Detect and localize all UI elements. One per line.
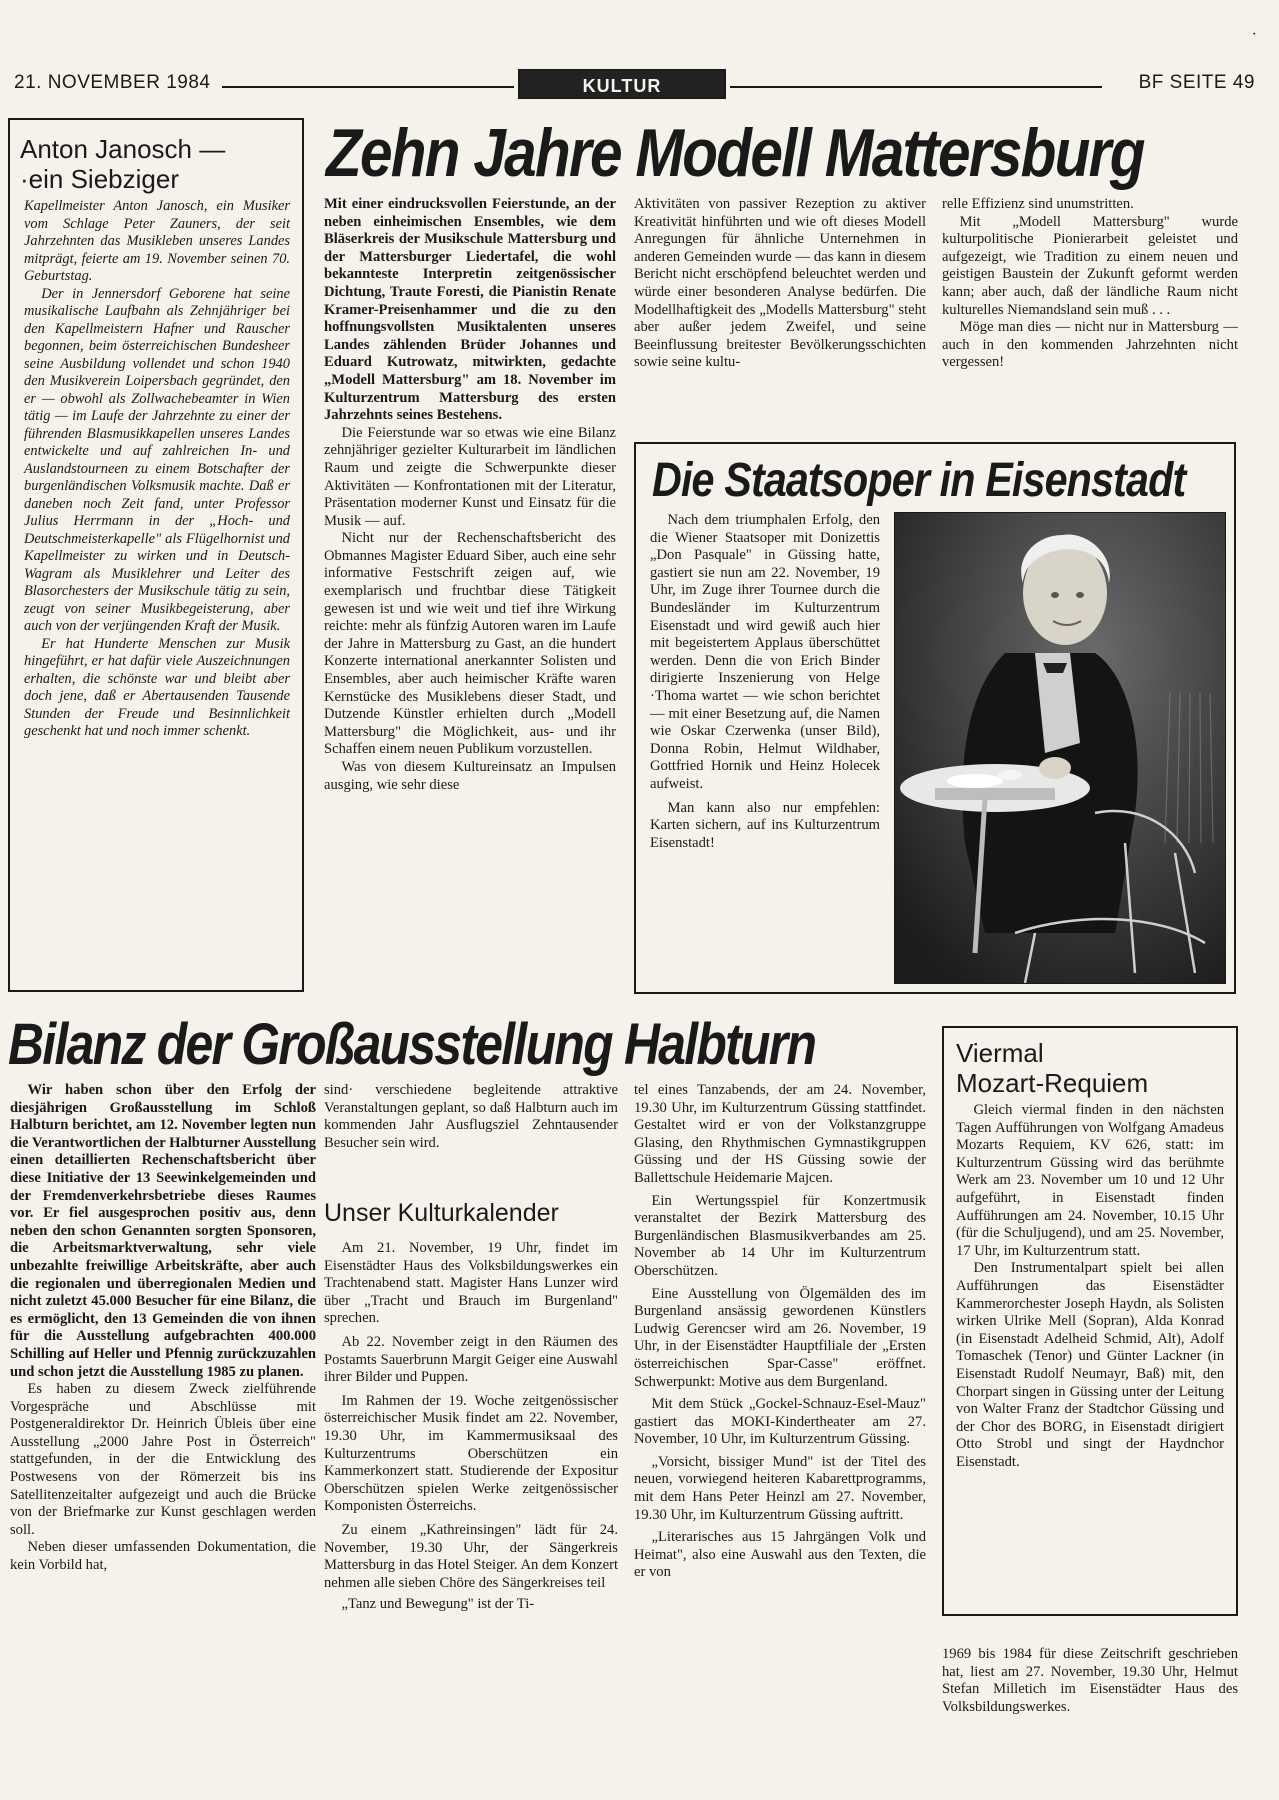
kalender-item: Ein Wertungsspiel für Konzertmusik veranstaltet der Bezirk Mattersburg des Burgenländischen Blasmusikverbandes am 25. November ab 14 Uhr im Kulturzentrum Oberschützen. xyxy=(634,1192,926,1279)
staatsoper-para: Nach dem triumphalen Erfolg, den die Wiener Staatsoper mit Donizettis „Don Pasquale" in Güssing hatte, gastiert sie nun am 22. November, 19 Uhr, im Zuge ihrer Tournee durch die Bundesländer im Kulturzentrum Eisenstadt und wird gewiß auch hier mit begeistertem Applaus überschüttet werden. Denn die von Erich Binder dirigierte Inszenierung von Helge ·Thoma wartet — wie schon berichtet — mit einer Besetzung auf, die Namen wie Oskar Czerwenka (unser Bild), Donna Robin, Helmut Wildhaber, Gottfried Hornik und Heinz Holecek aufweist. xyxy=(650,512,880,792)
mozart-title-line1: Viermal xyxy=(956,1038,1044,1068)
kalender-col3 xyxy=(942,1646,1238,1716)
staatsoper-box xyxy=(634,442,1236,994)
kalender-item: Am 21. November, 19 Uhr, findet im Eisenstädter Haus des Volksbildungswerkes ein Trachtenabend statt. Magister Hans Lunzer wird über „Tracht und Brauch im Burgenland" sprechen. xyxy=(324,1240,618,1327)
janosch-para: Er hat Hunderte Menschen zur Musik hingeführt, er hat dafür viele Auszeichnungen erhalten, die schönste war und bleibt aber doch jene, daß er Abertausenden Tausende Stunden der Freude und Besinnlichkeit geschenkt hat und noch immer schenkt. xyxy=(24,635,290,739)
mozart-para: Den Instrumentalpart spielt bei allen Aufführungen das Eisenstädter Kammerorchester Joseph Haydn, als Solisten wirken Ulrike Mell (Sopran), Alda Konrad (in Eisenstadt Adelheid Schmid, Alt), Adolf Tomaschek (Tenor) und Günter Lackner (in Eisenstadt Rudolf Neumayr, Baß) mit, den Chorpart singen in Güssing unter der Leitung von Walter Franz der Stadtchor Güssing und der Chor des BORG, in Eisenstadt dirigiert Otto Strobl und singt der Haydnchor Eisenstadt. xyxy=(956,1260,1224,1470)
kalender-col2 xyxy=(634,1082,926,1582)
halbturn-para: Es haben zu diesem Zweck zielführende Vorgespräche und Abschlüsse mit Postgeneraldirektor Dr. Heinrich Übleis über eine Ausstellung „2000 Jahre Post in Österreich" stattgefunden, in der die Entwicklung des Postwesens von der Römerzeit bis ins Satellitenzeitalter aufgezeigt und auch die Brücke von der Briefmarke zur Kunst geschlagen werden soll. xyxy=(10,1381,316,1538)
kalender-item: Ab 22. November zeigt in den Räumen des Postamts Sauerbrunn Margit Geiger eine Auswahl ihrer Bilder und Puppen. xyxy=(324,1333,618,1386)
halbturn-col1 xyxy=(10,1082,316,1575)
kalender-item: „Tanz und Bewegung" ist der Ti- xyxy=(341,1596,535,1613)
kalender-item: Zu einem „Kathreinsingen" lädt für 24. November, 19.30 Uhr, der Sängerkreis Mattersburg in das Hotel Steiger. An dem Konzert nehmen alle sieben Chöre des Sängerkreises teil xyxy=(324,1521,618,1591)
staatsoper-headline: Die Staatsoper in Eisenstadt xyxy=(652,454,1186,507)
kalender-col1 xyxy=(324,1240,618,1614)
photo-oskar-czerwenka xyxy=(894,512,1226,984)
janosch-title xyxy=(20,134,296,194)
mattersburg-para: Die Feierstunde war so etwas wie eine Bilanz zehnjähriger gezielter Kulturarbeit im ländlichen Raum und zeigte die Schwerpunkte dieser Aktivitäten — Konfrontationen mit der Literatur, Präsentation moderner Kunst und Einsatz für die Musik — auf. xyxy=(324,424,616,529)
photo-illustration xyxy=(895,513,1225,983)
mattersburg-para: Was von diesem Kultureinsatz an Impulsen ausging, wie sehr diese xyxy=(324,759,616,793)
mattersburg-col3-para: Möge man dies — nicht nur in Mattersburg — auch in den kommenden Jahrzehnten nicht vergessen! xyxy=(942,319,1238,371)
mozart-text xyxy=(956,1102,1224,1471)
mattersburg-col2-text: Aktivitäten von passiver Rezeption zu aktiver Kreativität hinführten und wie oft dieses Modell Anregungen für ähnliche Unternehmen in anderen Gemeinden wurde — das kann in diesem Bericht nicht erschöpfend beleuchtet werden und würde einer besonderen Analyse bedürfen. Die Modellhaftigkeit des „Modells Mattersburg" steht aber außer jedem Zweifel, und seine Beeinflussung breitester Bevölkerungsschichten sowie seine kultu- xyxy=(634,196,926,371)
masthead-rule-right xyxy=(730,86,1102,88)
janosch-title-line1: Anton Janosch — xyxy=(20,134,226,164)
halbturn-col2 xyxy=(324,1082,618,1152)
kalender-item: Mit dem Stück „Gockel-Schnauz-Esel-Mauz" gastiert das MOKI-Kindertheater am 27. November, 10 Uhr, im Kulturzentrum Güssing. xyxy=(634,1396,926,1448)
masthead-section: KULTUR xyxy=(518,69,726,99)
mozart-para: Gleich viermal finden in den nächsten Tagen Aufführungen von Wolfgang Amadeus Mozarts Requiem, KV 626, statt: im Kulturzentrum Güssing wird das berühmte Werk am 23. November um 10 und 12 Uhr aufgeführt, in Eisenstadt finden Aufführungen am 24. November, 10.15 Uhr (für die Schuljugend), und am 25. November, 17 Uhr, im Kulturzentrum statt. xyxy=(956,1102,1224,1259)
mozart-box xyxy=(942,1026,1238,1616)
kalender-col3-text: 1969 bis 1984 für diese Zeitschrift geschrieben hat, liest am 27. November, 19.30 Uhr, Helmut Stefan Milletich im Eisenstädter Haus des Volksbildungswerkes. xyxy=(942,1646,1238,1715)
halbturn-col2-text: sind· verschiedene begleitende attraktive Veranstaltungen geplant, so daß Halbturn auch im kommenden Jahr Ausflugsziel Zehntausender Besucher sein wird. xyxy=(324,1082,618,1151)
masthead-date: 21. NOVEMBER 1984 xyxy=(14,72,211,93)
corner-mark: · xyxy=(1251,26,1257,43)
mozart-title-line2: Mozart-Requiem xyxy=(956,1068,1149,1098)
halbturn-para: Neben dieser umfassenden Dokumentation, die kein Vorbild hat, xyxy=(10,1539,316,1574)
janosch-title-line2: ·ein Siebziger xyxy=(20,164,179,194)
janosch-text xyxy=(24,198,290,741)
janosch-box xyxy=(8,118,304,992)
kalender-title: Unser Kulturkalender xyxy=(324,1199,559,1227)
kalender-item: tel eines Tanzabends, der am 24. November, 19.30 Uhr, im Kulturzentrum Güssing stattfindet. Gestaltet wird er von der Volkstanzgruppe Glasing, den Rhythmischen Gymnastikgruppen Güssing und der HS Güssing sowie der Ballettschule Heidemarie Majcen. xyxy=(634,1082,926,1186)
masthead-page: BF SEITE 49 xyxy=(1138,72,1255,93)
janosch-para: Kapellmeister Anton Janosch, ein Musiker vom Schlage Peter Zauners, der seit Jahrzehnten das Musikleben unseres Landes mitprägt, feierte am 19. November seinen 70. Geburtstag. xyxy=(24,198,290,284)
kalender-item: Im Rahmen der 19. Woche zeitgenössischer österreichischer Musik findet am 22. November, 19.30 Uhr, im Kammermusiksaal des Kulturzentrums Oberschützen ein Kammerkonzert statt. Studierende der Expositur Oberschützen spielen Werke zeitgenössischer Komponisten Österreichs. xyxy=(324,1392,618,1515)
mattersburg-lead: Mit einer eindrucksvollen Feierstunde, an der neben einheimischen Ensembles, wie dem Bläserkreis der Musikschule Mattersburg und der Mattersburger Liedertafel, die wohl bekannteste Interpretin zeitgenössischer Dichtung, Traute Foresti, die Pianistin Renate Kramer-Preisenhammer und die zu den hoffnungsvollsten Musiktalenten unseres Landes zählenden Brüder Johannes und Eduard Kutrowatz, mitwirkten, gedachte „Modell Mattersburg" am 18. November im Kulturzentrum Mattersburg des ersten Jahrzehnts seines Bestehens. xyxy=(324,196,616,424)
mattersburg-para: Nicht nur der Rechenschaftsbericht des Obmannes Magister Eduard Siber, auch eine sehr informative Festschrift zeigen auf, wie exemplarisch und fruchtbar diese Tätigkeit gewesen ist und wie weit und tief ihre Wirkung reichte: mehr als fünfzig Autoren waren im Laufe der Jahre in Mattersburg zu Gast, an die hundert Konzerte international anerkannter Solisten und Ensembles, aber auch heimischer Kräfte waren Kernstücke des Musiklebens dieser Stadt, und Dutzende Künstler erhielten durch „Modell Mattersburg" die Möglichkeit, aus- und ihr Schaffen einem neuen Publikum vorzustellen. xyxy=(324,530,616,758)
mozart-title xyxy=(956,1038,1232,1098)
kalender-item: Eine Ausstellung von Ölgemälden des im Burgenland ansässig gewordenen Künstlers Ludwig Gerencser wird am 26. November, 19 Uhr, in der Eisenstädter Hauptfiliale der „Ersten österreichischen Spar-Casse" eröffnet. Schwerpunkt: Motive aus dem Burgenland. xyxy=(634,1285,926,1390)
mattersburg-col2 xyxy=(634,196,926,372)
kalender-item: „Vorsicht, bissiger Mund" ist der Titel des neuen, vorwiegend heiteren Kabarettprogramms, mit dem Hans Peter Heinzl am 27. November, 19.30 Uhr, im Kulturzentrum Güssing auftritt. xyxy=(634,1453,926,1523)
mattersburg-col1 xyxy=(324,196,616,794)
janosch-para: Der in Jennersdorf Geborene hat seine musikalische Laufbahn als Zehnjähriger bei den Kapellmeistern Hafner und Rauscher begonnen, beim österreichischen Bundesheer seine Ausbildung vollendet und schon 1940 den Musikverein Loipersbach gegründet, den er — obwohl als Zollwachebeamter in Wien tätig — im Laufe der Jahrzehnte zu einer der führenden Blasmusikkapellen unseres Landes entwickelte und auf zahlreichen In- und Auslandstourneen zu einem Botschafter der burgenländischen Volksmusik machte. Daß er daneben noch Zeit fand, unter Professor Julius Herrmann in der „Hoch- und Deutschmeisterkapelle" als Flügelhornist und Kapellmeister zu wirken und in Deutsch-Wagram als Musiklehrer und Leiter des Blasorchesters der Musikschule tätig zu sein, zeugt von seiner Musikbegeisterung, aber auch von der verjüngenden Kraft der Musik. xyxy=(24,285,290,634)
masthead-rule-left xyxy=(222,86,514,88)
mattersburg-col3-para: Mit „Modell Mattersburg" wurde kulturpolitische Pionierarbeit geleistet und aufgezeigt, wie Tradition zu einem neuen und geistigen Baustein der Zukunft geformt werden kann; aber auch, daß der ländliche Raum nicht kulturelles Niemandsland sein muß . . . xyxy=(942,213,1238,318)
mattersburg-col3 xyxy=(942,196,1238,372)
staatsoper-text xyxy=(650,512,880,852)
halbturn-lead: Wir haben schon über den Erfolg der diesjährigen Großausstellung im Schloß Halbturn berichtet, am 12. November legten nun die Verantwortlichen der Halbturner Ausstellung einen detaillierten Rechenschaftsbericht über diese Initiative der 13 Seewinkelgemeinden und der Fremdenverkehrsbetriebe dieses Raumes vor. Er fiel ausgesprochen positiv aus, denn neben den schon Genannten sorgten Sponsoren, die Arbeitsmarktverwaltung, sehr viele unbezahlte freiwillige Arbeitskräfte, aber auch die regionalen und überregionalen Medien und nicht zuletzt 45.000 Besucher für eine Bilanz, die es ermöglicht, den 13 Gemeinden die von ihnen für die Ausstellung aufgebrachten 400.000 Schilling auf Heller und Pfennig zurückzuzahlen und schon jetzt die Ausstellung 1985 zu planen. xyxy=(10,1082,316,1380)
mattersburg-headline: Zehn Jahre Modell Mattersburg xyxy=(326,115,1144,191)
kalender-item: „Literarisches aus 15 Jahrgängen Volk und Heimat", also eine Auswahl aus den Texten, die er von xyxy=(634,1529,926,1581)
halbturn-headline: Bilanz der Großausstellung Halbturn xyxy=(8,1012,816,1077)
mattersburg-col3-para: relle Effizienz sind unumstritten. xyxy=(942,196,1134,212)
staatsoper-para: Man kann also nur empfehlen: Karten sichern, auf ins Kulturzentrum Eisenstadt! xyxy=(650,799,880,851)
